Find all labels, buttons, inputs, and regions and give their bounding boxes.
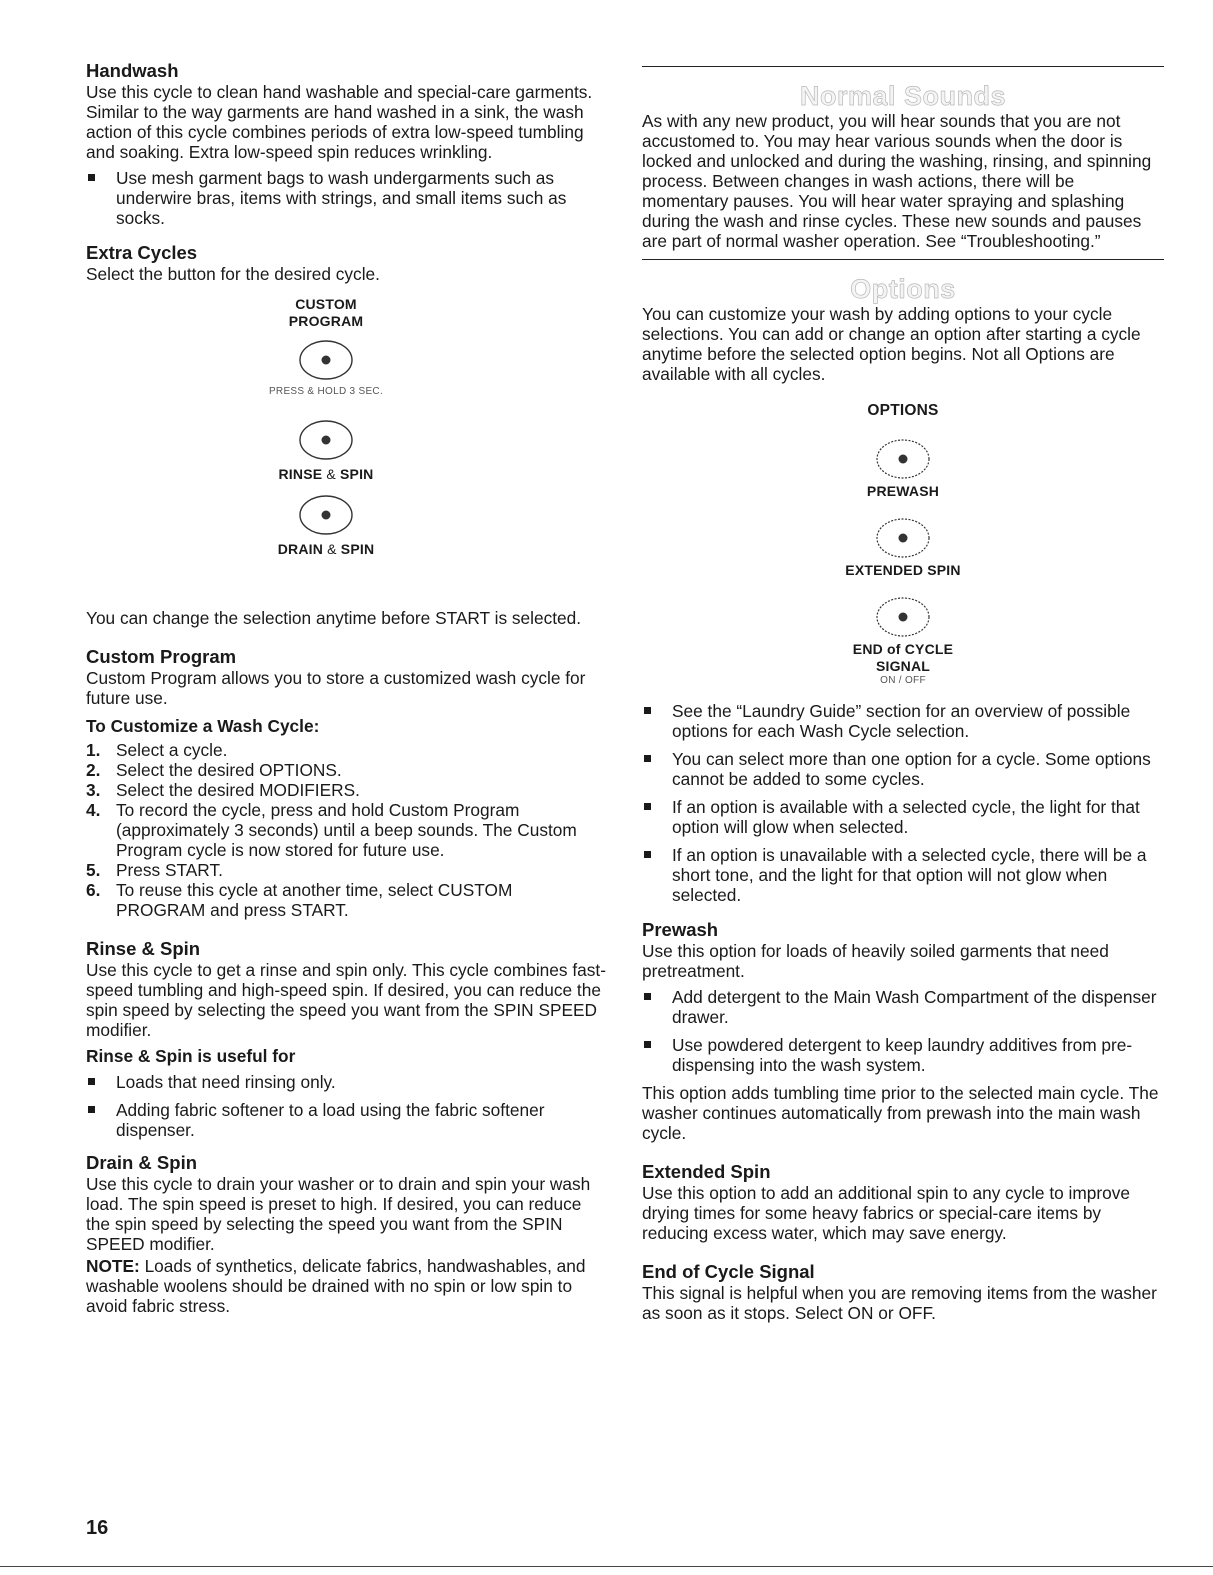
list-item: You can select more than one option for a cycle. Some options cannot be added to some cycles.	[642, 749, 1164, 789]
on-off-note: ON / OFF	[880, 675, 926, 686]
extended-spin-body: Use this option to add an additional spin to any cycle to improve drying times for some heavy fabrics or special-care items by reducing excess water, which may save energy.	[642, 1183, 1131, 1243]
end-of-cycle-signal-button[interactable]	[872, 595, 934, 639]
page-number: 16	[86, 1517, 109, 1539]
list-item: Adding fabric softener to a load using the fabric softener dispenser.	[86, 1100, 606, 1140]
normal-sounds-title: Normal Sounds	[799, 81, 1007, 111]
prewash-heading: Prewash	[642, 919, 719, 940]
customize-steps	[86, 740, 606, 920]
list-item: Use powdered detergent to keep laundry additives from pre-dispensing into the wash system.	[642, 1035, 1164, 1075]
end-of-cycle-label: END of CYCLE SIGNAL	[852, 641, 954, 674]
extended-spin-label: EXTENDED SPIN	[845, 562, 961, 578]
end-of-cycle-body: This signal is helpful when you are removing items from the washer as soon as it stops. Select ON or OFF.	[642, 1283, 1157, 1323]
list-item: 3. Select the desired MODIFIERS.	[86, 780, 360, 800]
prewash-label: PREWASH	[866, 483, 940, 499]
list-item: 6. To reuse this cycle at another time, select CUSTOM PROGRAM and press START.	[86, 880, 513, 920]
customize-subheading: To Customize a Wash Cycle:	[86, 716, 320, 736]
custom-program-heading: Custom Program	[86, 646, 237, 667]
end-of-cycle-heading: End of Cycle Signal	[642, 1261, 815, 1282]
extra-cycles-heading: Extra Cycles	[86, 242, 198, 263]
list-item: See the “Laundry Guide” section for an overview of possible options for each Wash Cycle selection.	[642, 701, 1164, 741]
extra-cycles-panel	[46, 296, 606, 558]
drain-spin-note: NOTE: Loads of synthetics, delicate fabrics, handwashables, and washable woolens should be drained with no spin or low spin to avoid fabric stress.	[86, 1256, 586, 1316]
press-hold-note: PRESS & HOLD 3 SEC.	[268, 386, 384, 397]
list-item: Use mesh garment bags to wash undergarments such as underwire bras, items with strings, and small items such as socks.	[86, 168, 606, 228]
options-title: Options	[850, 274, 956, 304]
rinse-spin-label: RINSE & SPIN	[278, 466, 374, 482]
options-panel	[642, 402, 1164, 687]
extended-spin-button[interactable]	[872, 516, 934, 560]
handwash-heading: Handwash	[86, 60, 179, 81]
rinse-spin-body: Use this cycle to get a rinse and spin only. This cycle combines fast-speed tumbling and high-speed spin. If desired, you can reduce the spin speed by selecting the speed you want from the SPIN SPEED modifier.	[86, 960, 606, 1040]
extra-cycles-after: You can change the selection anytime before START is selected.	[86, 608, 582, 628]
rinse-spin-bullets	[86, 1072, 606, 1140]
custom-program-body: Custom Program allows you to store a customized wash cycle for future use.	[86, 668, 586, 708]
list-item: Loads that need rinsing only.	[86, 1072, 606, 1092]
normal-sounds-body: As with any new product, you will hear sounds that you are not accustomed to. You may hear various sounds when the door is locked and unlocked and during the washing, rinsing, and spinning process. Between changes in wash actions, there will be momentary pauses. You will hear water spraying and splashing during the wash and rinse cycles. These new sounds and pauses are part of normal washer operation. See “Troubleshooting.”	[642, 111, 1152, 251]
extended-spin-heading: Extended Spin	[642, 1161, 771, 1182]
rinse-spin-subheading: Rinse & Spin is useful for	[86, 1046, 296, 1066]
section-divider	[642, 259, 1164, 260]
drain-spin-heading: Drain & Spin	[86, 1152, 198, 1173]
handwash-body: Use this cycle to clean hand washable and special-care garments. Similar to the way garments are hand washed in a sink, the wash action of this cycle combines periods of extra low-speed tumbling and soaking. Extra low-speed spin reduces wrinkling.	[86, 82, 593, 162]
list-item: Add detergent to the Main Wash Compartment of the dispenser drawer.	[642, 987, 1164, 1027]
drain-spin-body: Use this cycle to drain your washer or to drain and spin your wash load. The spin speed is preset to high. If desired, you can reduce the spin speed by selecting the speed you want from the SPIN SPEED modifier.	[86, 1174, 591, 1254]
handwash-bullets	[86, 168, 606, 228]
list-item: 5. Press START.	[86, 860, 223, 880]
custom-program-button[interactable]	[295, 338, 357, 382]
extra-cycles-body: Select the button for the desired cycle.	[86, 264, 380, 284]
list-item: 4. To record the cycle, press and hold Custom Program (approximately 3 seconds) until a beep sounds. The Custom Program cycle is now stored for future use.	[86, 800, 577, 860]
list-item: 1. Select a cycle.	[86, 740, 228, 760]
drain-spin-button[interactable]	[295, 493, 357, 537]
prewash-after: This option adds tumbling time prior to the selected main cycle. The washer continues automatically from prewash into the main wash cycle.	[642, 1083, 1159, 1143]
options-body: You can customize your wash by adding options to your cycle selections. You can add or change an option after starting a cycle anytime before the selected option begins. Not all Options are available with all cycles.	[642, 304, 1141, 384]
page-bottom-rule	[0, 1566, 1213, 1567]
left-column	[86, 60, 606, 1316]
options-bullets	[642, 701, 1164, 905]
prewash-bullets	[642, 987, 1164, 1075]
prewash-body: Use this option for loads of heavily soiled garments that need pretreatment.	[642, 941, 1109, 981]
rinse-spin-button[interactable]	[295, 418, 357, 462]
rinse-spin-heading: Rinse & Spin	[86, 938, 201, 959]
custom-program-label: CUSTOM PROGRAM	[288, 296, 364, 329]
prewash-button[interactable]	[872, 437, 934, 481]
list-item: 2. Select the desired OPTIONS.	[86, 760, 342, 780]
options-panel-heading: OPTIONS	[867, 402, 939, 419]
section-divider	[642, 66, 1164, 67]
right-column	[642, 66, 1164, 1323]
list-item: If an option is unavailable with a selected cycle, there will be a short tone, and the light for that option will not glow when selected.	[642, 845, 1164, 905]
drain-spin-label: DRAIN & SPIN	[277, 541, 375, 557]
list-item: If an option is available with a selected cycle, the light for that option will glow when selected.	[642, 797, 1164, 837]
